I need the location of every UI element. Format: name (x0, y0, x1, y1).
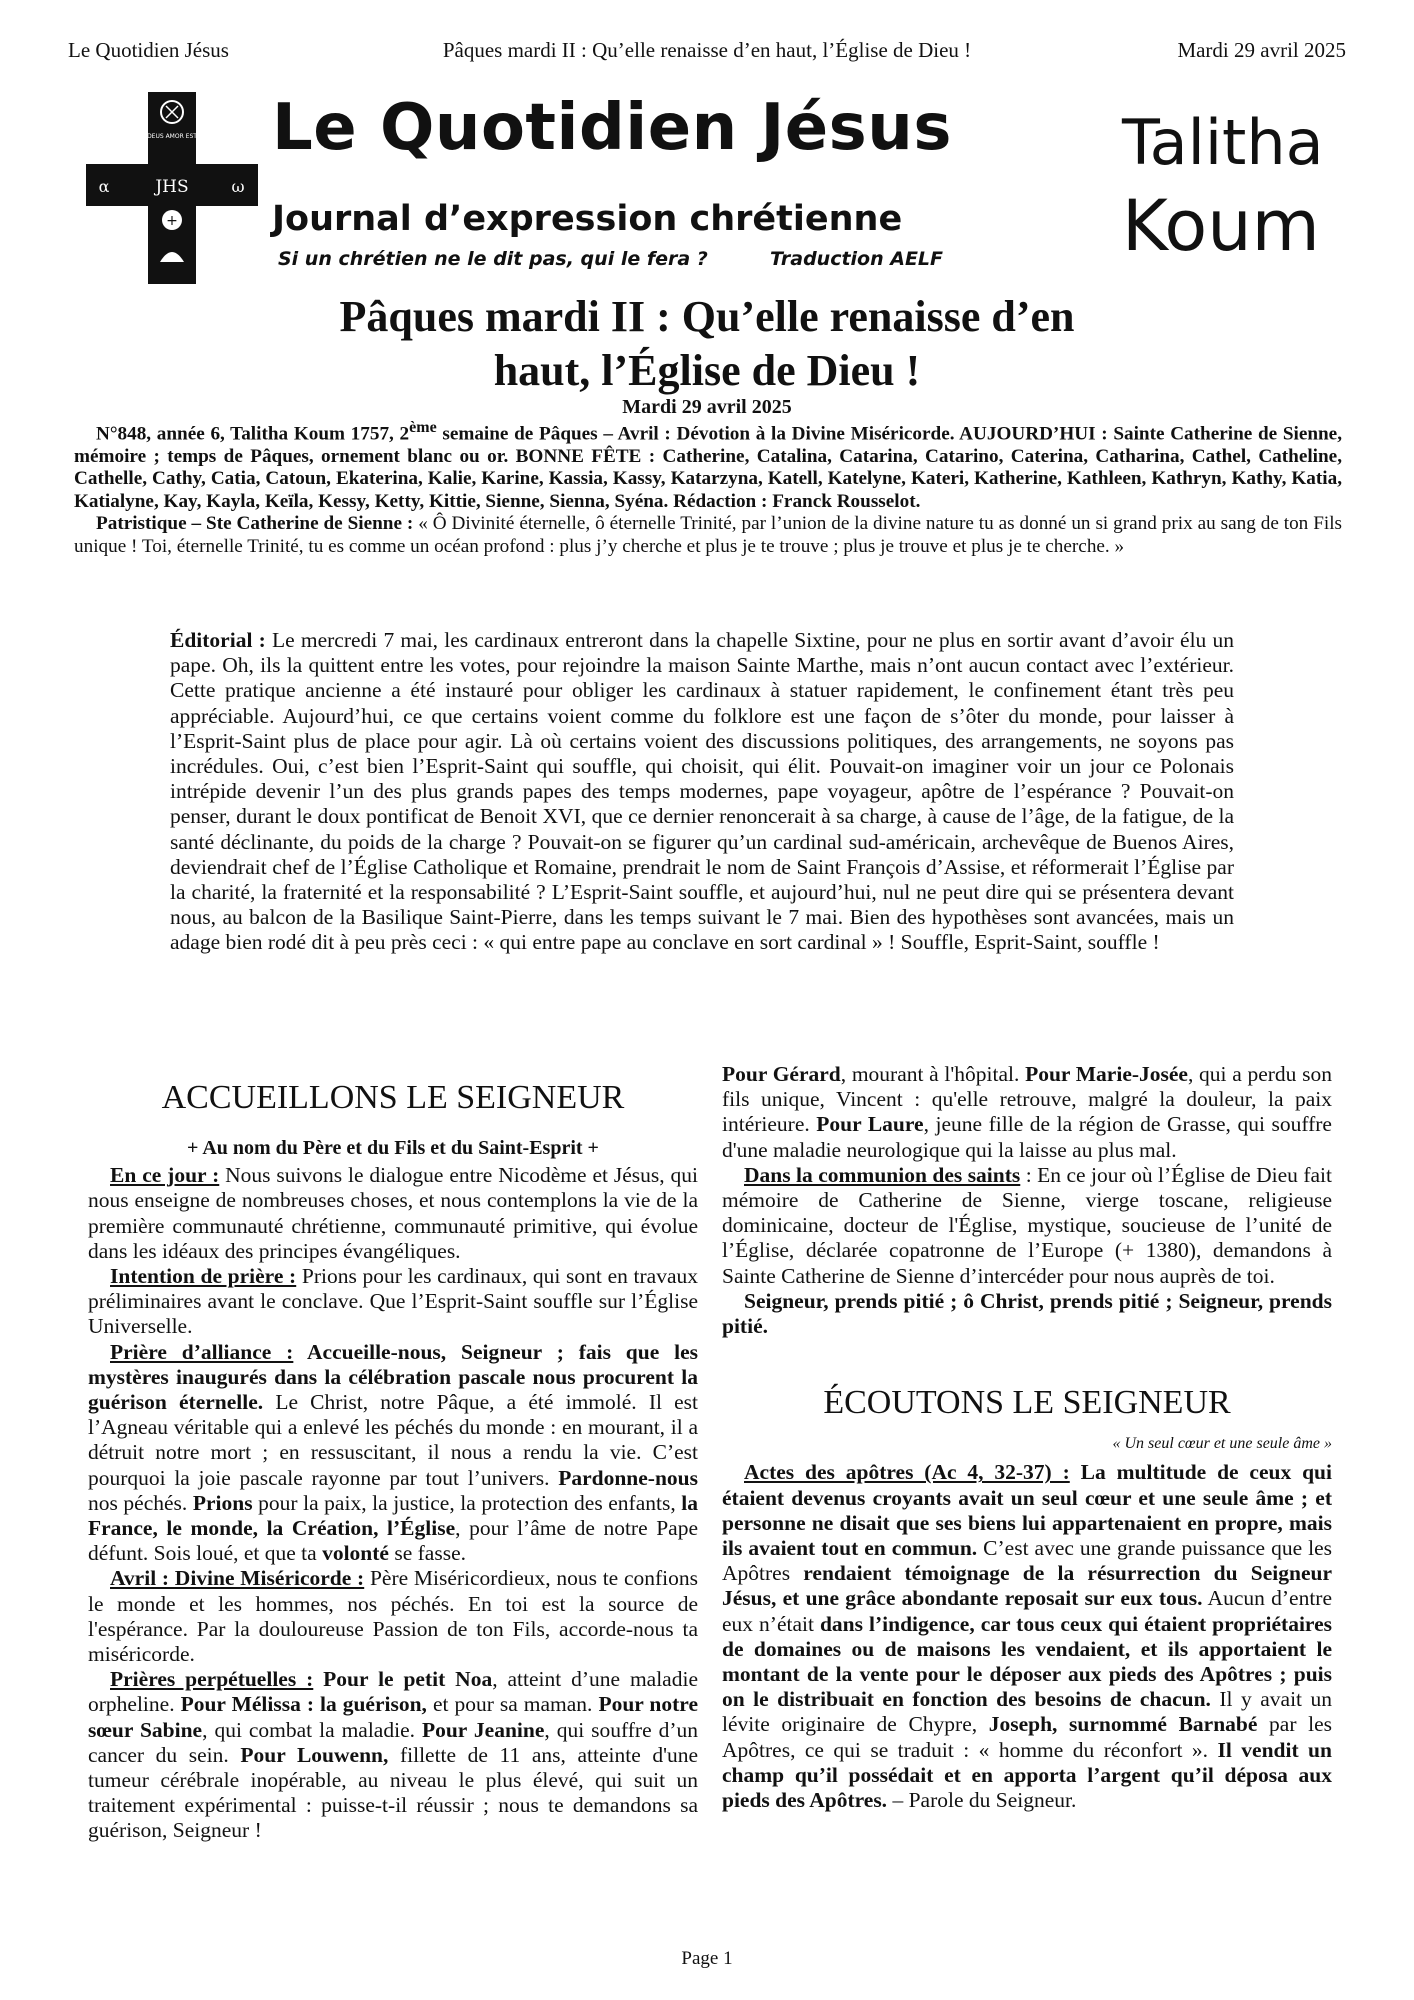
masthead-subtitle: Journal d’expression chrétienne (272, 199, 903, 239)
column-left (88, 1078, 698, 1844)
actes-b5: Il vendit un champ qu’il possédait et en apporta l’argent qu’il déposa aux pieds des Apôtres. (722, 1737, 1332, 1813)
perpet-t5: fillette de 11 ans, atteinte d'une tumeur cérébrale inopérable, au niveau le plus élevé, qui suit un traitement expérimental : puisse-t-il réussir ; nous te demandons sa guérison, Seigneur ! (88, 1742, 698, 1843)
headline-line2: haut, l’Église de Dieu ! (493, 346, 921, 395)
masthead-title: Le Quotidien Jésus (272, 91, 952, 165)
cross-omega: ω (231, 177, 245, 196)
cont-b3: Pour Laure (816, 1112, 924, 1137)
ce-jour-label: En ce jour : (110, 1163, 220, 1188)
section-title-ecoutons: ÉCOUTONS LE SEIGNEUR (823, 1384, 1231, 1422)
ecoutons-quote: « Un seul cœur et une seule âme » (1112, 1435, 1332, 1453)
cross-jhs: JHS (155, 177, 189, 197)
actes-apotres (722, 1460, 1332, 1813)
actes-t2: Aucun d’entre eux n’était (722, 1586, 1333, 1636)
prieres-perpetuelles (88, 1667, 698, 1843)
page-number: Page 1 (681, 1948, 733, 1969)
actes-b3: dans l’indigence, car tous ceux qui étaient propriétaires de domaines ou de maisons les vendaient, et ils apportaient le montant de la vente pour le déposer aux pieds des Apôtres ; puis on le distribuait en fonction des besoins de chacun. (722, 1611, 1332, 1712)
communion-label: Dans la communion des saints (744, 1162, 1021, 1187)
running-header-right: Mardi 29 avril 2025 (1177, 38, 1346, 62)
priere-alliance (88, 1340, 698, 1567)
masthead-motto: Si un chrétien ne le dit pas, qui le fera ? (278, 248, 708, 270)
running-header-center: Pâques mardi II : Qu’elle renaisse d’en haut, l’Église de Dieu ! (442, 38, 972, 62)
actes-t4: par les Apôtres, ce qui se traduit : « homme du réconfort ». (722, 1712, 1332, 1762)
actes-label: Actes des apôtres (Ac 4, 32-37) : (744, 1460, 1070, 1485)
avril-label: Avril : Divine Miséricorde : (110, 1566, 365, 1591)
alliance-text3: pour la paix, la justice, la protection des enfants, (252, 1490, 682, 1515)
perpet-b2: Pour Mélissa : la guérison, (180, 1692, 427, 1717)
cross-alpha: α (98, 177, 110, 196)
perpet-t4: , qui souffre d’un cancer du sein. (88, 1717, 698, 1767)
issue-info-post: semaine de Pâques – Avril : Dévotion à la Divine Miséricorde. AUJOURD’HUI : Sainte Catherine de Sienne, mémoire ; temps de Pâques, ornement blanc ou or. BONNE FÊTE : Catherine, Catalina, Catarina, Catarino, Caterina, Catharina, Cathel, Catheline, Cathelle, Cathy, Catia, Catoun, Ekaterina, Kalie, Karine, Kassia, Kassy, Katarzyna, Katell, Katelyne, Kateri, Katherine, Kathleen, Kathryn, Kathy, Katia, Katialyne, Kay, Kayla, Keïla, Kessy, Ketty, Kittie, Sienne, Sienna, Syéna. Rédaction : Franck Rousselot. (74, 423, 1342, 512)
patristique-label: Patristique – Ste Catherine de Sienne : (96, 513, 414, 535)
alliance-text2: nos péchés. (88, 1490, 193, 1515)
perpet-t2: et pour sa maman. (426, 1692, 599, 1717)
perpet-b3: Pour notre sœur Sabine (88, 1692, 698, 1742)
perpet-t3: , qui combat la maladie. (202, 1717, 422, 1742)
logo-line1: Talitha (1122, 106, 1324, 179)
issue-info (74, 417, 1342, 513)
running-header-left: Le Quotidien Jésus (68, 38, 229, 62)
logo-line2: Koum (1122, 185, 1320, 267)
alliance-text4: , pour l’âme de notre Pape défunt. Sois loué, et que ta (88, 1516, 698, 1566)
alliance-bold2: Pardonne-nous (558, 1465, 698, 1490)
actes-t3: Il y avait un lévite originaire de Chypre, (722, 1687, 1332, 1737)
ce-jour-text: Nous suivons le dialogue entre Nicodème et Jésus, qui nous enseigne de nombreuses choses, et nous contemplons la vie de la première communauté chrétienne, communauté primitive, qui évolue dans les idéaux des principes évangéliques. (88, 1163, 698, 1263)
alliance-text5: se fasse. (388, 1541, 466, 1566)
cont-b1: Pour Gérard (722, 1062, 841, 1086)
editorial-text: Le mercredi 7 mai, les cardinaux entreront dans la chapelle Sixtine, pour ne plus en sortir avant d’avoir élu un pape. Oh, ils la quittent entre les votes, pour rejoindre la maison Sainte Marthe, mais n’ont aucun contact avec l’extérieur. Cette pratique ancienne a été instauré pour obliger les cardinaux à statuer rapidement, le confinement étant très peu appréciable. Aujourd’hui, ce que certains voient comme du folklore est une façon de s’ôter du monde, pour laisser à l’Esprit-Saint plus de place pour agir. Là où certains voient des discussions politiques, des arrangements, ne soyons pas incrédules. Oui, c’est bien l’Esprit-Saint qui souffle, qui choisit, qui élit. Pouvait-on imaginer voir un jour ce Polonais intrépide devenir l’un des plus grands papes des temps modernes, pape voyageur, apôtre de l’espérance ? Pouvait-on penser, durant le doux pontificat de Benoit XVI, que ce dernier renoncerait à sa charge, à cause de l’âge, de la fatigue, de la santé déclinante, du poids de la charge ? Pouvait-on se figurer qu’un cardinal sud-américain, archevêque de Buenos Aires, deviendrait chef de l’Église Catholique et Romaine, prendrait le nom de Saint François d’Assise, et réformerait l’Église par la charité, la fraternité et la responsabilité ? L’Esprit-Saint souffle, et aujourd’hui, nul ne peut dire qui se présentera devant nous, au balcon de la Basilique Saint-Pierre, dans les temps suivant le 7 mai. Bien des hypothèses sont avancées, mais un adage bien rodé dit à peu près ceci : « qui entre pape au conclave en sort cardinal » ! Souffle, Esprit-Saint, souffle ! (170, 628, 1234, 955)
editorial-label: Éditorial : (170, 628, 266, 652)
perpet-t1: , atteint d’une maladie orpheline. (88, 1667, 698, 1717)
cross-plus: + (166, 213, 178, 229)
headline (200, 290, 1214, 398)
perpet-b5: Pour Louwenn, (240, 1742, 389, 1767)
sign-of-cross: + Au nom du Père et du Fils et du Saint-Esprit + (187, 1137, 599, 1159)
communion-saints (722, 1163, 1332, 1289)
info-block (74, 417, 1342, 558)
prieres-continued (722, 1062, 1332, 1163)
actes-b1: La multitude de ceux qui étaient devenus croyants avait un seul cœur et une seule âme ; et personne ne disait que ses biens lui appartenaient en propre, mais ils avaient tout en commun. (722, 1460, 1332, 1561)
actes-t1: C’est avec une grande puissance que les Apôtres (722, 1536, 1333, 1586)
cont-t2: , qui a perdu son fils unique, Vincent : qu'elle retrouve, malgré la douleur, la paix intérieure. (722, 1062, 1332, 1137)
masthead (0, 92, 1414, 292)
cont-t3: , jeune fille de la région de Grasse, qui souffre d'une maladie neurologique qui la laisse au plus mal. (722, 1112, 1332, 1162)
patristique (74, 513, 1342, 558)
cross-motto: DEUS AMOR EST (147, 133, 197, 140)
cross-logo-icon (86, 92, 258, 284)
kyrie: Seigneur, prends pitié ; ô Christ, prends pitié ; Seigneur, prends pitié. (722, 1288, 1332, 1339)
masthead-translation: Traduction AELF (770, 248, 944, 270)
actes-b2: rendaient témoignage de la résurrection du Seigneur Jésus, et une grâce abondante reposait sur eux tous. (722, 1561, 1332, 1611)
cont-b2: Pour Marie-Josée (1025, 1062, 1188, 1086)
running-header (68, 38, 1346, 68)
perpet-label: Prières perpétuelles : (110, 1667, 314, 1692)
alliance-label: Prière d’alliance : (110, 1339, 294, 1364)
issue-info-sup: ème (409, 419, 437, 436)
intention-label: Intention de prière : (110, 1264, 297, 1289)
alliance-bold5: volonté (322, 1541, 389, 1566)
section-title-accueillons: ACCUEILLONS LE SEIGNEUR (161, 1079, 625, 1116)
alliance-text1: Le Christ, notre Pâque, a été immolé. Il est l’Agneau véritable qui a enlevé les péchés du monde : en mourant, il a détruit notre mort ; en ressuscitant, il nous a rendu la vie. C’est pourquoi la joie pascale rayonne par tout l’univers. (88, 1390, 698, 1490)
alliance-bold: Accueille-nous, Seigneur ; fais que les mystères inaugurés dans la célébration pascale nous procurent la guérison éternelle. (88, 1339, 698, 1415)
headline-date: Mardi 29 avril 2025 (622, 396, 792, 418)
perpet-b1: Pour le petit Noa (313, 1667, 493, 1692)
cont-t1: , mourant à l'hôpital. (840, 1062, 1026, 1086)
perpet-b4: Pour Jeanine (421, 1717, 545, 1742)
alliance-bold4: la France, le monde, la Création, l’Église (88, 1490, 698, 1541)
intention (88, 1264, 698, 1340)
column-right (722, 1062, 1332, 1813)
issue-info-pre: N°848, année 6, Talitha Koum 1757, 2 (96, 423, 410, 445)
editorial (170, 628, 1234, 956)
actes-t5: – Parole du Seigneur. (887, 1788, 1077, 1813)
avril-misericorde (88, 1566, 698, 1667)
actes-b4: Joseph, surnommé Barnabé (988, 1712, 1258, 1737)
alliance-bold3: Prions (192, 1490, 253, 1515)
talitha-koum-logo-icon (1108, 92, 1358, 282)
ce-jour (88, 1163, 698, 1264)
intention-text: Prions pour les cardinaux, qui sont en travaux préliminaires avant le conclave. Que l’Esprit-Saint souffle sur l’Église Universelle. (88, 1264, 698, 1339)
communion-text: : En ce jour où l’Église de Dieu fait mémoire de Catherine de Sienne, vierge toscane, religieuse dominicaine, docteur de l'Église, mystique, soucieuse de l’unité de l’Église, déclarée copatronne de l’Europe (+ 1380), demandons à Sainte Catherine de Sienne d’intercéder pour nous auprès de toi. (722, 1162, 1332, 1288)
headline-line1: Pâques mardi II : Qu’elle renaisse d’en (339, 292, 1075, 341)
patristique-text: « Ô Divinité éternelle, ô éternelle Trinité, par l’union de la divine nature tu as donné un si grand prix au sang de ton Fils unique ! Toi, éternelle Trinité, tu es comme un océan profond : plus j’y cherche et plus je te trouve ; plus je trouve et plus je te cherche. » (74, 513, 1342, 557)
avril-text: Père Miséricordieux, nous te confions le monde et les hommes, nos péchés. En toi est la source de l'espérance. Par la douloureuse Passion de ton Fils, accorde-nous ta miséricorde. (88, 1566, 698, 1667)
